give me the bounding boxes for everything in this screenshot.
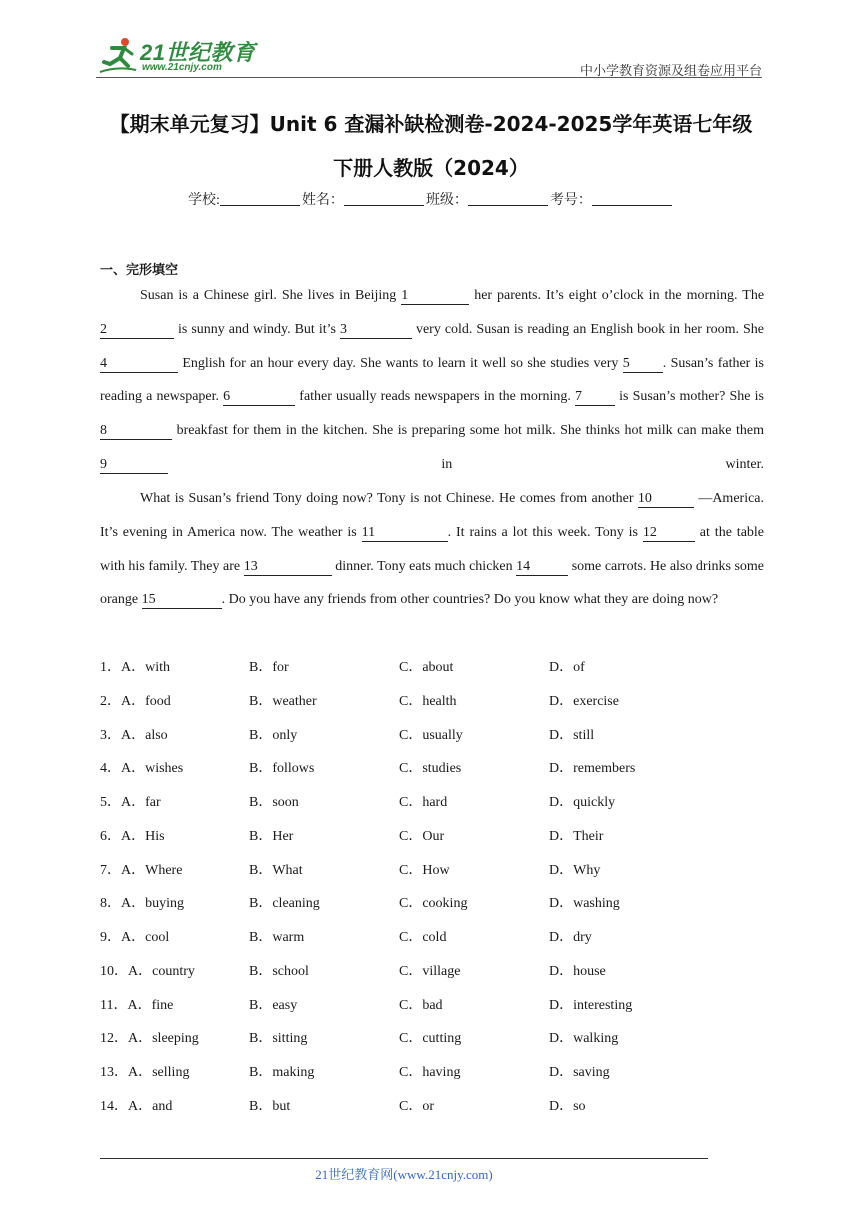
footer-divider (100, 1158, 708, 1159)
passage-text: you know what they are doing now? (514, 592, 719, 608)
blank-1[interactable]: 1 (401, 288, 469, 305)
passage-text: milk. She thinks hot milk can make them (526, 423, 765, 439)
page-header (96, 34, 762, 78)
passage-text: her room. She (684, 321, 764, 337)
passage-text: . It rains a lot this week. Tony is (447, 524, 638, 540)
question-row (100, 1022, 764, 1056)
name-field[interactable] (344, 191, 424, 206)
option-d[interactable]: D．interesting (549, 997, 633, 1013)
option-a[interactable]: 9．A．cool (100, 930, 170, 945)
page-title-line2: 下册人教版（2024） (333, 156, 529, 180)
option-c[interactable]: C．hard (399, 795, 448, 810)
exam-no-label: 考号： (549, 193, 592, 208)
passage-text: . Do you have any friends from other countries? Do (221, 592, 511, 608)
option-d[interactable]: D．still (549, 727, 595, 743)
option-c[interactable]: C．village (399, 963, 461, 979)
blank-2[interactable]: 2 (100, 322, 174, 339)
option-a[interactable]: 8．A．buying (100, 896, 184, 912)
option-b[interactable]: B．for (249, 660, 289, 675)
option-c[interactable]: C．about (399, 660, 454, 675)
blank-5[interactable]: 5 (623, 356, 663, 373)
option-b[interactable]: B．Her (249, 828, 294, 844)
passage-text: breakfast for them in the kitchen. She is preparing some hot (176, 423, 522, 439)
option-d[interactable]: D．quickly (549, 795, 616, 810)
option-b[interactable]: B．sitting (249, 1031, 308, 1047)
question-row (100, 989, 764, 1023)
platform-name: 中小学教育资源及组卷应用平台 (579, 63, 762, 78)
footer-link[interactable]: 21世纪教育网(www.21cnjy.com) (315, 1167, 493, 1182)
option-a[interactable]: 6．A．His (100, 828, 165, 844)
question-row (100, 887, 764, 921)
option-d[interactable]: D．Their (549, 828, 604, 844)
option-d[interactable]: D．walking (549, 1031, 619, 1047)
blank-4[interactable]: 4 (100, 356, 178, 373)
page-title: 【期末单元复习】Unit 6 查漏补缺检测卷-2024-2025学年英语七年级 (109, 112, 753, 136)
section-heading: 一、完形填空 (100, 263, 179, 278)
question-row (100, 651, 764, 685)
option-b[interactable]: B．school (249, 963, 309, 979)
option-a[interactable]: 12．A．sleeping (100, 1031, 199, 1047)
option-b[interactable]: B．but (249, 1098, 291, 1114)
passage-text: What is Susan’s friend Tony doing now? Tony is not Chinese. He comes from another (140, 491, 634, 506)
option-d[interactable]: D．of (549, 660, 585, 675)
site-logo (96, 34, 266, 76)
passage-text: her parents. It’s eight o’clock in the morning. (474, 288, 738, 303)
option-b[interactable]: B．weather (249, 693, 317, 709)
option-c[interactable]: C．cold (399, 930, 447, 945)
option-b[interactable]: B．follows (249, 761, 315, 777)
option-d[interactable]: D．house (549, 963, 606, 979)
option-d[interactable]: D．saving (549, 1065, 610, 1080)
school-field[interactable] (220, 191, 300, 206)
passage-text: dinner. Tony eats much chicken (335, 558, 513, 574)
option-c[interactable]: C．studies (399, 761, 462, 777)
passage-text: The (742, 288, 765, 303)
blank-13[interactable]: 13 (244, 559, 332, 576)
question-row (100, 685, 764, 719)
option-a[interactable]: 10．A．country (100, 963, 195, 979)
option-b[interactable]: B．cleaning (249, 896, 320, 912)
blank-15[interactable]: 15 (142, 592, 222, 609)
passage-text: very cold. Susan is reading an English book in (415, 321, 681, 337)
passage-text: in winter. (441, 456, 764, 472)
question-options (100, 651, 764, 1124)
question-row (100, 820, 764, 854)
option-c[interactable]: C．or (399, 1098, 434, 1114)
option-d[interactable]: D．exercise (549, 693, 619, 709)
question-row (100, 1090, 764, 1124)
blank-12[interactable]: 12 (643, 525, 695, 542)
option-c[interactable]: C．cutting (399, 1031, 462, 1047)
option-b[interactable]: B．making (249, 1065, 315, 1080)
class-label: 班级： (425, 193, 468, 208)
option-a[interactable]: 3．A．also (100, 727, 168, 743)
option-c[interactable]: C．bad (399, 997, 443, 1013)
option-a[interactable]: 2．A．food (100, 693, 171, 709)
question-row (100, 854, 764, 888)
exam-no-field[interactable] (592, 191, 672, 206)
question-row (100, 719, 764, 753)
passage-text: Susan is a Chinese girl. She lives in Beijing (140, 288, 397, 303)
name-label: 姓名： (301, 193, 344, 208)
logo-url: www.21cnjy.com (142, 62, 222, 73)
question-row (100, 1056, 764, 1090)
option-a[interactable]: 5．A．far (100, 795, 161, 810)
option-b[interactable]: B．only (249, 727, 298, 743)
option-d[interactable]: D．washing (549, 896, 620, 912)
header-divider (96, 77, 762, 78)
passage-text: is sunny and windy. But it’s (178, 321, 336, 337)
passage-paragraph-1 (100, 279, 764, 482)
passage-paragraph-2 (100, 482, 764, 617)
option-c[interactable]: C．having (399, 1065, 461, 1080)
option-a[interactable]: 13．A．selling (100, 1065, 190, 1080)
blank-11[interactable]: 11 (362, 525, 448, 542)
passage-text: some carrots. He also drinks some orange (100, 558, 765, 608)
option-b[interactable]: B．easy (249, 997, 298, 1013)
blank-3[interactable]: 3 (340, 322, 412, 339)
option-b[interactable]: B．warm (249, 930, 305, 945)
option-a[interactable]: 7．A．Where (100, 862, 183, 878)
blank-9[interactable]: 9 (100, 457, 168, 474)
question-row (100, 786, 764, 820)
blank-10[interactable]: 10 (638, 491, 694, 508)
passage-text: is Susan’s mother? She is (619, 389, 764, 405)
passage-text: English for an hour every day. She wants to learn it well so she studies very (182, 355, 619, 371)
class-field[interactable] (468, 191, 548, 206)
question-row (100, 921, 764, 955)
option-c[interactable]: C．health (399, 693, 457, 709)
option-a[interactable]: 14．A．and (100, 1098, 173, 1114)
passage-text: father usually reads newspapers in the morning. (299, 389, 571, 405)
option-c[interactable]: C．Our (399, 828, 445, 844)
passage-text: —America. It’s evening in America now. The weather is (100, 491, 765, 540)
question-row (100, 955, 764, 989)
passage-text: at the table with his family. They are (100, 524, 765, 574)
option-b[interactable]: B．What (249, 862, 303, 878)
option-d[interactable]: D．remembers (549, 761, 636, 777)
option-c[interactable]: C．How (399, 862, 450, 878)
runner-icon (98, 36, 138, 74)
school-label: 学校: (188, 193, 220, 208)
option-b[interactable]: B．soon (249, 795, 299, 810)
option-a[interactable]: 11．A．fine (100, 997, 174, 1013)
question-row (100, 752, 764, 786)
logo-lettering: 21世纪教育 (140, 40, 256, 65)
passage-text: . Susan’s father is reading a newspaper. (100, 355, 764, 405)
option-d[interactable]: D．dry (549, 930, 592, 945)
option-a[interactable]: 1．A．with (100, 660, 170, 675)
blank-6[interactable]: 6 (223, 389, 295, 406)
student-info (96, 189, 766, 209)
blank-7[interactable]: 7 (575, 389, 615, 406)
option-c[interactable]: C．cooking (399, 896, 468, 912)
option-c[interactable]: C．usually (399, 727, 463, 743)
blank-8[interactable]: 8 (100, 423, 172, 440)
blank-14[interactable]: 14 (516, 559, 568, 576)
option-d[interactable]: D．Why (549, 862, 601, 878)
option-d[interactable]: D．so (549, 1098, 586, 1114)
option-a[interactable]: 4．A．wishes (100, 761, 184, 777)
